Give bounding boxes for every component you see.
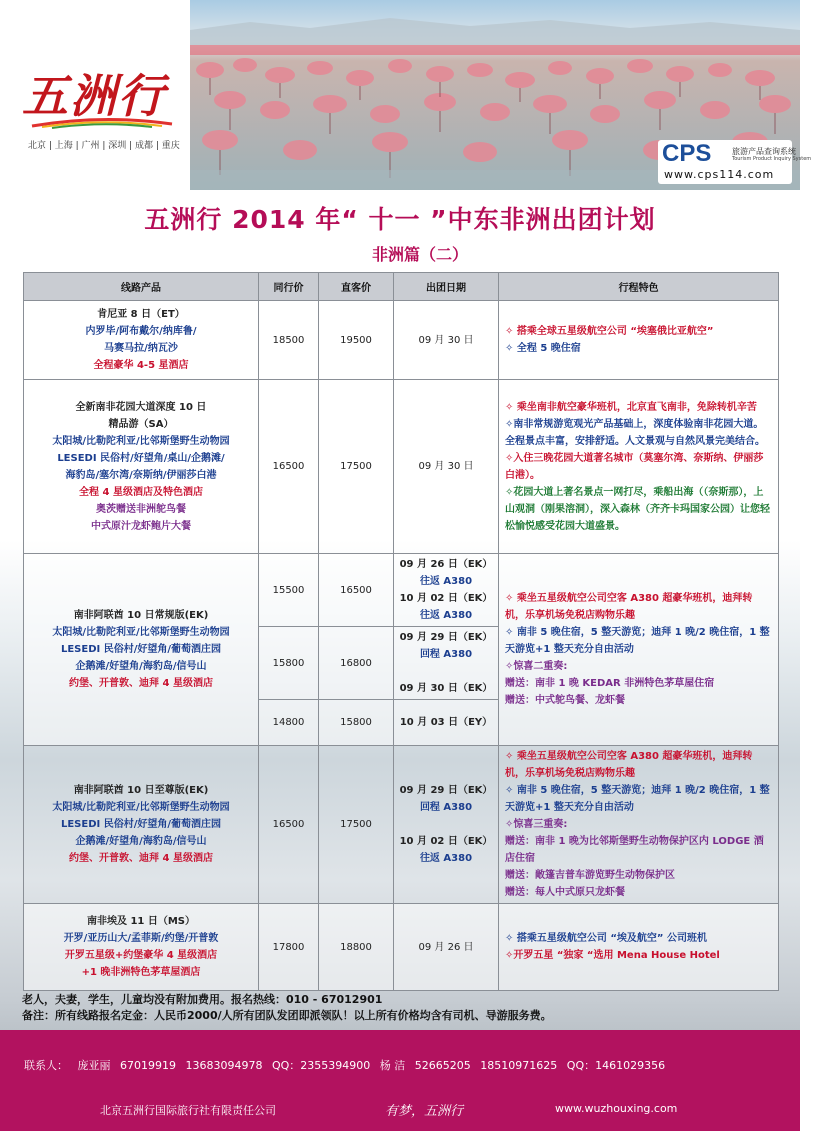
table-row — [24, 554, 779, 627]
contact-qq: QQ：2355394900 — [271, 1059, 371, 1072]
cps-subtitle-en: Tourism Product Inquiry System — [732, 156, 812, 162]
table-row — [24, 904, 779, 991]
date-line: 09 月 29 日（EK） — [399, 632, 493, 643]
date-note: 往返 A380 — [419, 610, 473, 621]
cps-subtitle: 旅游产品查询系统 — [732, 147, 796, 156]
product-name: 精品游（SA） — [108, 418, 174, 430]
deposit-note: 备注：所有线路报名定金：人民币2000/人所有团队发团即派领队！以上所有价格均含有司机、导游服务费。 — [22, 1009, 552, 1022]
product-hotel: 全程豪华 4-5 星酒店 — [93, 360, 189, 371]
product-name: 南非埃及 11 日（MS） — [86, 916, 196, 927]
product-route: LESEDI 民俗村/好望角/葡萄酒庄园 — [60, 819, 222, 830]
product-route: 企鹅滩/好望角/海豹岛/信号山 — [75, 661, 207, 672]
feature-line: ✧惊喜三重奏: — [505, 819, 568, 830]
col-header-peer-price: 同行价 — [259, 273, 319, 301]
contact-mobile: 18510971625 — [480, 1059, 558, 1072]
product-route: LESEDI 民俗村/好望角/葡萄酒庄园 — [60, 644, 222, 655]
feature-line: ✧ 南非 5 晚住宿，5 整天游览；迪拜 1 晚/2 晚住宿，1 整天游览+1 整天充分自由活动 — [505, 785, 770, 813]
col-header-direct-price: 直客价 — [319, 273, 394, 301]
wuzhouxing-logo — [22, 60, 192, 160]
product-route: 企鹅滩/好望角/海豹岛/信号山 — [75, 836, 207, 847]
website-link[interactable]: www.wuzhouxing.com — [555, 1102, 678, 1115]
direct-price: 16500 — [319, 554, 394, 627]
product-hotel: 约堡、开普敦、迪拜 4 星级酒店 — [69, 853, 213, 864]
departure-date — [394, 627, 499, 700]
itinerary-grid — [23, 272, 779, 991]
feature-line: ✧花园大道上著名景点一网打尽，乘船出海（（奈斯那），上山观洞（刚果溶洞），深入森林（齐齐卡玛国家公园）让您轻松愉悦感受花园大道盛景。 — [505, 486, 770, 532]
contact-line — [24, 1057, 671, 1073]
product-route: 内罗毕/阿布戴尔/纳库鲁/ — [85, 326, 197, 337]
feature-line: ✧ 乘坐南非航空豪华班机，北京直飞南非，免除转机辛苦 — [505, 401, 757, 413]
product-name: 南非阿联酋 10 日至尊版(EK) — [73, 785, 209, 796]
feature-line: ✧ 乘坐五星级航空公司空客 A380 超豪华班机，迪拜转机，乐享机场免税店购物乐趣 — [505, 593, 753, 621]
date-note: 往返 A380 — [419, 853, 473, 864]
product-hotel: +1 晚非洲特色茅草屋酒店 — [81, 967, 201, 978]
product-gift: 中式原汁龙虾鲍片大餐 — [91, 520, 191, 532]
col-header-product: 线路产品 — [24, 273, 259, 301]
product-name: 全新南非花园大道深度 10 日 — [75, 401, 207, 413]
cps-badge[interactable] — [658, 140, 812, 184]
peer-price: 17800 — [259, 904, 319, 991]
product-cell — [24, 301, 259, 380]
date-note: 回程 A380 — [419, 802, 473, 813]
table-header-row — [24, 273, 779, 301]
company-name: 北京五洲行国际旅行社有限责任公司 — [100, 1104, 276, 1117]
slogan: 有梦，五洲行 — [385, 1104, 464, 1119]
product-cell — [24, 380, 259, 554]
product-gift: 奥茨赠送非洲鸵鸟餐 — [96, 503, 186, 515]
departure-date: 09 月 26 日 — [394, 904, 499, 991]
feature-line: 赠送：每人中式原只龙虾餐 — [505, 887, 625, 898]
feature-line: ✧开罗五星 “独家 “选用 Mena House Hotel — [505, 950, 720, 961]
direct-price: 19500 — [319, 301, 394, 380]
date-spacer — [397, 663, 495, 680]
features-cell — [499, 554, 779, 746]
table-row — [24, 301, 779, 380]
product-cell — [24, 554, 259, 746]
date-line: 09 月 29 日（EK） — [399, 785, 493, 796]
feature-line: 赠送：南非 1 晚为比邻斯堡野生动物保护区内 LODGE 酒店住宿 — [505, 836, 764, 864]
peer-price: 18500 — [259, 301, 319, 380]
departure-date — [394, 554, 499, 627]
product-name: 肯尼亚 8 日（ET） — [97, 309, 185, 320]
product-route: 开罗/亚历山大/孟菲斯/约堡/开普敦 — [63, 933, 219, 944]
product-route: LESEDI 民俗村/好望角/桌山/企鹅滩/ — [57, 452, 225, 464]
contact-label: 联系人： — [24, 1059, 68, 1072]
date-line: 09 月 26 日（EK） — [399, 559, 493, 570]
product-route: 马赛马拉/纳瓦沙 — [104, 343, 178, 354]
departure-date — [394, 746, 499, 904]
page-subtitle: 非洲篇（二） — [371, 245, 468, 264]
product-route: 太阳城/比勒陀利亚/比邻斯堡野生动物园 — [52, 802, 230, 813]
product-hotel: 开罗五星级+约堡豪华 4 星级酒店 — [64, 950, 218, 961]
product-cell — [24, 904, 259, 991]
feature-line: ✧ 乘坐五星级航空公司空客 A380 超豪华班机，迪拜转机，乐享机场免税店购物乐趣 — [505, 751, 753, 779]
peer-price: 15800 — [259, 627, 319, 700]
itinerary-table — [23, 272, 778, 991]
departure-date — [394, 700, 499, 746]
notes — [22, 992, 552, 1024]
features-cell — [499, 904, 779, 991]
product-route: 太阳城/比勒陀利亚/比邻斯堡野生动物园 — [52, 627, 230, 638]
feature-line: 赠送：南非 1 晚 KEDAR 非洲特色茅草屋住宿 — [505, 678, 715, 689]
peer-price: 16500 — [259, 380, 319, 554]
product-name: 南非阿联酋 10 日常规版(EK) — [73, 610, 209, 621]
contact-qq: QQ：1461029356 — [566, 1059, 666, 1072]
features-cell — [499, 380, 779, 554]
logo-text: 五洲行 — [22, 69, 166, 123]
feature-line: ✧ 搭乘五星级航空公司 “埃及航空” 公司班机 — [505, 933, 707, 944]
product-cell — [24, 746, 259, 904]
peer-price: 15500 — [259, 554, 319, 627]
departure-date: 09 月 30 日 — [394, 301, 499, 380]
peer-price: 16500 — [259, 746, 319, 904]
direct-price: 18800 — [319, 904, 394, 991]
contact-mobile: 13683094978 — [185, 1059, 263, 1072]
product-hotel: 约堡、开普敦、迪拜 4 星级酒店 — [69, 678, 213, 689]
header — [0, 0, 812, 190]
date-line: 09 月 30 日（EK） — [399, 683, 493, 694]
page-title: 五洲行 2014 年“ 十一 ”中东非洲出团计划 — [144, 205, 656, 234]
departure-date: 09 月 30 日 — [394, 380, 499, 554]
date-note: 回程 A380 — [419, 649, 473, 660]
rainbow-swoosh-icon — [32, 118, 172, 128]
product-hotel: 全程 4 星级酒店及特色酒店 — [79, 486, 203, 498]
contact-name: 庞亚丽 — [77, 1059, 111, 1072]
feature-line: ✧ 全程 5 晚住宿 — [505, 343, 581, 354]
feature-line: ✧ 搭乘全球五星级航空公司 “埃塞俄比亚航空” — [505, 326, 714, 337]
feature-line: ✧ 南非 5 晚住宿，5 整天游览；迪拜 1 晚/2 晚住宿，1 整天游览+1 整天充分自由活动 — [505, 627, 770, 655]
peer-price: 14800 — [259, 700, 319, 746]
date-line: 10 月 02 日（EK） — [399, 593, 493, 604]
feature-line: ✧惊喜二重奏: — [505, 661, 568, 672]
date-spacer — [397, 816, 495, 833]
direct-price: 16800 — [319, 627, 394, 700]
features-cell — [499, 301, 779, 380]
product-route: 太阳城/比勒陀利亚/比邻斯堡野生动物园 — [52, 435, 230, 447]
contact-name: 杨 洁 — [379, 1059, 406, 1072]
feature-line: ✧入住三晚花园大道著名城市（莫塞尔湾、奈斯纳、伊丽莎白港）。 — [505, 452, 764, 481]
date-note: 往返 A380 — [419, 576, 473, 587]
table-row — [24, 746, 779, 904]
feature-line: ✧南非常规游览观光产品基础上，深度体验南非花园大道。全程景点丰富，安排舒适。人文景观与自然风景完美结合。 — [505, 418, 765, 447]
contact-phone: 67019919 — [120, 1059, 176, 1072]
features-cell — [499, 746, 779, 904]
table-row — [24, 380, 779, 554]
logo-cities: 北京 | 上海 | 广州 | 深圳 | 成都 | 重庆 — [28, 141, 180, 151]
product-route: 海豹岛/塞尔湾/奈斯纳/伊丽莎白港 — [65, 469, 217, 481]
feature-line: 赠送：敞篷吉普车游览野生动物保护区 — [505, 870, 675, 881]
contact-phone: 52665205 — [414, 1059, 471, 1072]
hotline-note: 老人，夫妻，学生，儿童均没有附加费用。报名热线：010 - 67012901 — [22, 993, 383, 1006]
col-header-features: 行程特色 — [499, 273, 779, 301]
date-line: 10 月 02 日（EK） — [399, 836, 493, 847]
direct-price: 17500 — [319, 380, 394, 554]
cps-logo: CPS — [662, 140, 712, 167]
direct-price: 17500 — [319, 746, 394, 904]
cps-url[interactable]: www.cps114.com — [664, 168, 775, 181]
direct-price: 15800 — [319, 700, 394, 746]
date-line: 10 月 03 日（EY） — [399, 717, 493, 728]
col-header-date: 出团日期 — [394, 273, 499, 301]
feature-line: 赠送：中式鸵鸟餐、龙虾餐 — [505, 695, 625, 706]
